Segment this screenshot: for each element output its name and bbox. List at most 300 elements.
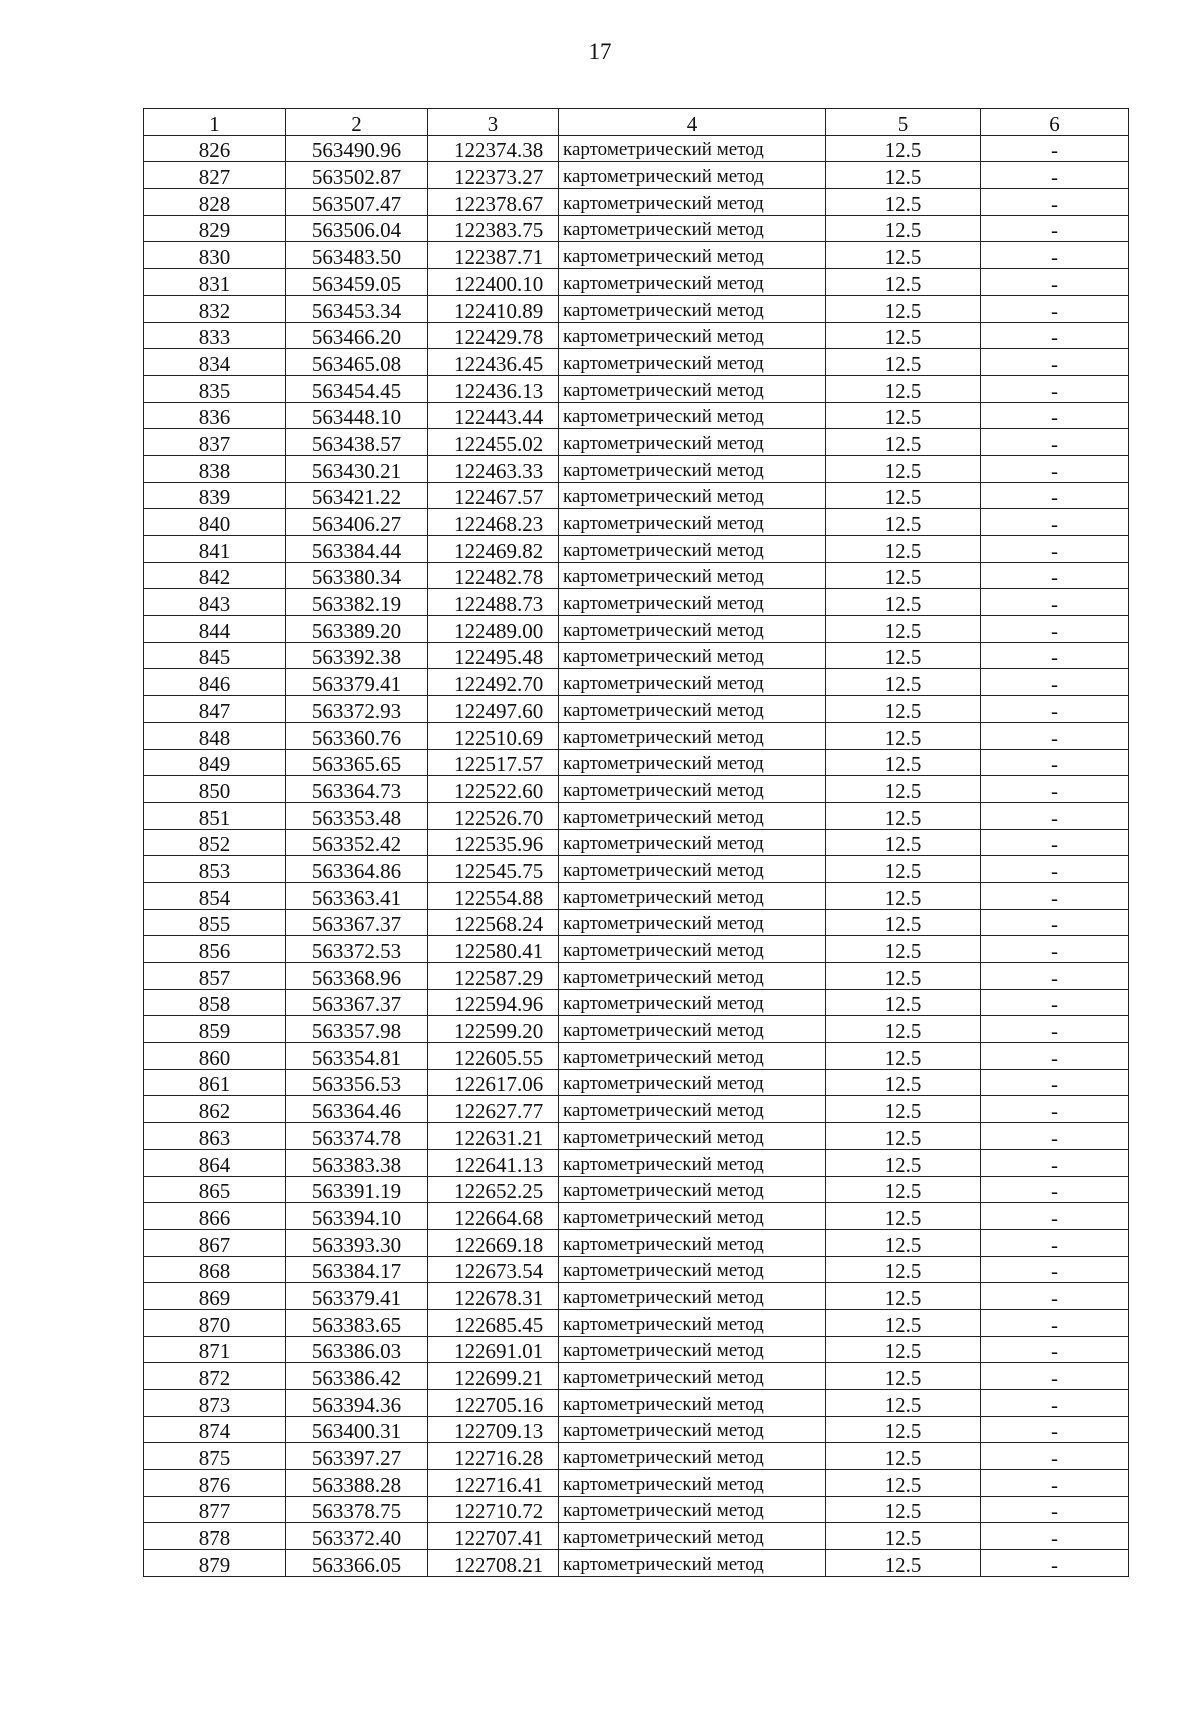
- x-coordinate-cell: 563353.48: [286, 802, 428, 829]
- method-cell: картометрический метод: [559, 802, 826, 829]
- method-cell: картометрический метод: [559, 1523, 826, 1550]
- point-number-cell: 857: [144, 963, 286, 990]
- accuracy-cell: 12.5: [826, 189, 981, 216]
- method-cell: картометрический метод: [559, 722, 826, 749]
- y-coordinate-cell: 122467.57: [428, 482, 559, 509]
- note-cell: -: [981, 1550, 1129, 1577]
- table-row: [144, 829, 1129, 856]
- table-row: [144, 1069, 1129, 1096]
- method-cell: картометрический метод: [559, 1283, 826, 1310]
- note-cell: -: [981, 189, 1129, 216]
- x-coordinate-cell: 563352.42: [286, 829, 428, 856]
- note-cell: -: [981, 749, 1129, 776]
- point-number-cell: 875: [144, 1443, 286, 1470]
- method-cell: картометрический метод: [559, 189, 826, 216]
- accuracy-cell: 12.5: [826, 242, 981, 269]
- table-row: [144, 1470, 1129, 1497]
- note-cell: -: [981, 349, 1129, 376]
- x-coordinate-cell: 563421.22: [286, 482, 428, 509]
- accuracy-cell: 12.5: [826, 963, 981, 990]
- table-row: [144, 162, 1129, 189]
- method-cell: картометрический метод: [559, 455, 826, 482]
- x-coordinate-cell: 563354.81: [286, 1043, 428, 1070]
- y-coordinate-cell: 122699.21: [428, 1363, 559, 1390]
- y-coordinate-cell: 122455.02: [428, 429, 559, 456]
- table-row: [144, 1149, 1129, 1176]
- point-number-cell: 850: [144, 776, 286, 803]
- column-header: 6: [981, 109, 1129, 136]
- column-header: 1: [144, 109, 286, 136]
- y-coordinate-cell: 122580.41: [428, 936, 559, 963]
- note-cell: -: [981, 1096, 1129, 1123]
- method-cell: картометрический метод: [559, 1496, 826, 1523]
- table-row: [144, 1336, 1129, 1363]
- accuracy-cell: 12.5: [826, 1363, 981, 1390]
- method-cell: картометрический метод: [559, 482, 826, 509]
- accuracy-cell: 12.5: [826, 1203, 981, 1230]
- table-row: [144, 1416, 1129, 1443]
- method-cell: картометрический метод: [559, 909, 826, 936]
- page-number: 17: [588, 39, 612, 64]
- table-row: [144, 1550, 1129, 1577]
- accuracy-cell: 12.5: [826, 749, 981, 776]
- accuracy-cell: 12.5: [826, 455, 981, 482]
- accuracy-cell: 12.5: [826, 1069, 981, 1096]
- point-number-cell: 841: [144, 536, 286, 563]
- accuracy-cell: 12.5: [826, 1390, 981, 1417]
- note-cell: -: [981, 856, 1129, 883]
- x-coordinate-cell: 563406.27: [286, 509, 428, 536]
- y-coordinate-cell: 122627.77: [428, 1096, 559, 1123]
- accuracy-cell: 12.5: [826, 162, 981, 189]
- y-coordinate-cell: 122708.21: [428, 1550, 559, 1577]
- y-coordinate-cell: 122526.70: [428, 802, 559, 829]
- table-row: [144, 1123, 1129, 1150]
- y-coordinate-cell: 122488.73: [428, 589, 559, 616]
- accuracy-cell: 12.5: [826, 1256, 981, 1283]
- point-number-cell: 870: [144, 1309, 286, 1336]
- method-cell: картометрический метод: [559, 1416, 826, 1443]
- point-number-cell: 856: [144, 936, 286, 963]
- point-number-cell: 833: [144, 322, 286, 349]
- x-coordinate-cell: 563465.08: [286, 349, 428, 376]
- note-cell: -: [981, 1416, 1129, 1443]
- point-number-cell: 836: [144, 402, 286, 429]
- y-coordinate-cell: 122429.78: [428, 322, 559, 349]
- point-number-cell: 828: [144, 189, 286, 216]
- accuracy-cell: 12.5: [826, 776, 981, 803]
- note-cell: -: [981, 482, 1129, 509]
- table-row: [144, 1176, 1129, 1203]
- x-coordinate-cell: 563438.57: [286, 429, 428, 456]
- accuracy-cell: 12.5: [826, 215, 981, 242]
- method-cell: картометрический метод: [559, 616, 826, 643]
- y-coordinate-cell: 122664.68: [428, 1203, 559, 1230]
- point-number-cell: 829: [144, 215, 286, 242]
- note-cell: -: [981, 963, 1129, 990]
- note-cell: -: [981, 402, 1129, 429]
- y-coordinate-cell: 122400.10: [428, 269, 559, 296]
- accuracy-cell: 12.5: [826, 402, 981, 429]
- y-coordinate-cell: 122678.31: [428, 1283, 559, 1310]
- accuracy-cell: 12.5: [826, 722, 981, 749]
- y-coordinate-cell: 122436.13: [428, 375, 559, 402]
- x-coordinate-cell: 563380.34: [286, 562, 428, 589]
- method-cell: картометрический метод: [559, 1550, 826, 1577]
- method-cell: картометрический метод: [559, 1123, 826, 1150]
- note-cell: -: [981, 242, 1129, 269]
- table-row: [144, 1309, 1129, 1336]
- accuracy-cell: 12.5: [826, 1416, 981, 1443]
- y-coordinate-cell: 122489.00: [428, 616, 559, 643]
- method-cell: картометрический метод: [559, 1309, 826, 1336]
- note-cell: -: [981, 1523, 1129, 1550]
- table-body: [144, 135, 1129, 1576]
- point-number-cell: 840: [144, 509, 286, 536]
- table-row: [144, 1256, 1129, 1283]
- accuracy-cell: 12.5: [826, 856, 981, 883]
- x-coordinate-cell: 563506.04: [286, 215, 428, 242]
- accuracy-cell: 12.5: [826, 669, 981, 696]
- note-cell: -: [981, 722, 1129, 749]
- x-coordinate-cell: 563365.65: [286, 749, 428, 776]
- note-cell: -: [981, 509, 1129, 536]
- method-cell: картометрический метод: [559, 536, 826, 563]
- point-number-cell: 858: [144, 989, 286, 1016]
- accuracy-cell: 12.5: [826, 1229, 981, 1256]
- y-coordinate-cell: 122710.72: [428, 1496, 559, 1523]
- note-cell: -: [981, 589, 1129, 616]
- y-coordinate-cell: 122374.38: [428, 135, 559, 162]
- x-coordinate-cell: 563372.53: [286, 936, 428, 963]
- point-number-cell: 852: [144, 829, 286, 856]
- y-coordinate-cell: 122652.25: [428, 1176, 559, 1203]
- method-cell: картометрический метод: [559, 963, 826, 990]
- y-coordinate-cell: 122373.27: [428, 162, 559, 189]
- y-coordinate-cell: 122383.75: [428, 215, 559, 242]
- x-coordinate-cell: 563379.41: [286, 1283, 428, 1310]
- accuracy-cell: 12.5: [826, 1443, 981, 1470]
- accuracy-cell: 12.5: [826, 1336, 981, 1363]
- point-number-cell: 843: [144, 589, 286, 616]
- x-coordinate-cell: 563483.50: [286, 242, 428, 269]
- table-row: [144, 856, 1129, 883]
- method-cell: картометрический метод: [559, 1336, 826, 1363]
- accuracy-cell: 12.5: [826, 1149, 981, 1176]
- note-cell: -: [981, 1016, 1129, 1043]
- table-row: [144, 509, 1129, 536]
- point-number-cell: 826: [144, 135, 286, 162]
- y-coordinate-cell: 122716.28: [428, 1443, 559, 1470]
- point-number-cell: 834: [144, 349, 286, 376]
- y-coordinate-cell: 122587.29: [428, 963, 559, 990]
- note-cell: -: [981, 882, 1129, 909]
- point-number-cell: 876: [144, 1470, 286, 1497]
- y-coordinate-cell: 122410.89: [428, 295, 559, 322]
- table-row: [144, 322, 1129, 349]
- note-cell: -: [981, 696, 1129, 723]
- table-row: [144, 1390, 1129, 1417]
- y-coordinate-cell: 122716.41: [428, 1470, 559, 1497]
- note-cell: -: [981, 1363, 1129, 1390]
- note-cell: -: [981, 162, 1129, 189]
- table-row: [144, 375, 1129, 402]
- accuracy-cell: 12.5: [826, 1550, 981, 1577]
- point-number-cell: 871: [144, 1336, 286, 1363]
- method-cell: картометрический метод: [559, 322, 826, 349]
- point-number-cell: 851: [144, 802, 286, 829]
- note-cell: -: [981, 1149, 1129, 1176]
- point-number-cell: 830: [144, 242, 286, 269]
- note-cell: -: [981, 1176, 1129, 1203]
- note-cell: -: [981, 1229, 1129, 1256]
- y-coordinate-cell: 122378.67: [428, 189, 559, 216]
- method-cell: картометрический метод: [559, 856, 826, 883]
- y-coordinate-cell: 122673.54: [428, 1256, 559, 1283]
- column-header: 4: [559, 109, 826, 136]
- method-cell: картометрический метод: [559, 669, 826, 696]
- note-cell: -: [981, 776, 1129, 803]
- column-header: 2: [286, 109, 428, 136]
- accuracy-cell: 12.5: [826, 375, 981, 402]
- accuracy-cell: 12.5: [826, 1470, 981, 1497]
- table-row: [144, 936, 1129, 963]
- y-coordinate-cell: 122691.01: [428, 1336, 559, 1363]
- method-cell: картометрический метод: [559, 776, 826, 803]
- method-cell: картометрический метод: [559, 1043, 826, 1070]
- y-coordinate-cell: 122468.23: [428, 509, 559, 536]
- y-coordinate-cell: 122469.82: [428, 536, 559, 563]
- x-coordinate-cell: 563364.46: [286, 1096, 428, 1123]
- y-coordinate-cell: 122535.96: [428, 829, 559, 856]
- table-row: [144, 1203, 1129, 1230]
- table-row: [144, 1523, 1129, 1550]
- y-coordinate-cell: 122605.55: [428, 1043, 559, 1070]
- point-number-cell: 854: [144, 882, 286, 909]
- accuracy-cell: 12.5: [826, 642, 981, 669]
- point-number-cell: 861: [144, 1069, 286, 1096]
- method-cell: картометрический метод: [559, 162, 826, 189]
- note-cell: -: [981, 536, 1129, 563]
- table-row: [144, 589, 1129, 616]
- accuracy-cell: 12.5: [826, 536, 981, 563]
- x-coordinate-cell: 563372.93: [286, 696, 428, 723]
- point-number-cell: 865: [144, 1176, 286, 1203]
- point-number-cell: 868: [144, 1256, 286, 1283]
- x-coordinate-cell: 563383.65: [286, 1309, 428, 1336]
- note-cell: -: [981, 1256, 1129, 1283]
- point-number-cell: 864: [144, 1149, 286, 1176]
- point-number-cell: 835: [144, 375, 286, 402]
- point-number-cell: 832: [144, 295, 286, 322]
- method-cell: картометрический метод: [559, 696, 826, 723]
- x-coordinate-cell: 563397.27: [286, 1443, 428, 1470]
- method-cell: картометрический метод: [559, 1229, 826, 1256]
- method-cell: картометрический метод: [559, 749, 826, 776]
- x-coordinate-cell: 563393.30: [286, 1229, 428, 1256]
- x-coordinate-cell: 563378.75: [286, 1496, 428, 1523]
- x-coordinate-cell: 563364.86: [286, 856, 428, 883]
- table-row: [144, 776, 1129, 803]
- x-coordinate-cell: 563384.44: [286, 536, 428, 563]
- x-coordinate-cell: 563367.37: [286, 989, 428, 1016]
- point-number-cell: 873: [144, 1390, 286, 1417]
- method-cell: картометрический метод: [559, 375, 826, 402]
- x-coordinate-cell: 563448.10: [286, 402, 428, 429]
- point-number-cell: 837: [144, 429, 286, 456]
- accuracy-cell: 12.5: [826, 589, 981, 616]
- method-cell: картометрический метод: [559, 1096, 826, 1123]
- point-number-cell: 859: [144, 1016, 286, 1043]
- table-row: [144, 989, 1129, 1016]
- point-number-cell: 872: [144, 1363, 286, 1390]
- method-cell: картометрический метод: [559, 1203, 826, 1230]
- table-row: [144, 616, 1129, 643]
- note-cell: -: [981, 1470, 1129, 1497]
- x-coordinate-cell: 563356.53: [286, 1069, 428, 1096]
- x-coordinate-cell: 563454.45: [286, 375, 428, 402]
- point-number-cell: 863: [144, 1123, 286, 1150]
- note-cell: -: [981, 375, 1129, 402]
- y-coordinate-cell: 122497.60: [428, 696, 559, 723]
- table-row: [144, 349, 1129, 376]
- point-number-cell: 866: [144, 1203, 286, 1230]
- point-number-cell: 847: [144, 696, 286, 723]
- y-coordinate-cell: 122443.44: [428, 402, 559, 429]
- note-cell: -: [981, 215, 1129, 242]
- accuracy-cell: 12.5: [826, 1523, 981, 1550]
- point-number-cell: 831: [144, 269, 286, 296]
- accuracy-cell: 12.5: [826, 295, 981, 322]
- point-number-cell: 845: [144, 642, 286, 669]
- y-coordinate-cell: 122641.13: [428, 1149, 559, 1176]
- accuracy-cell: 12.5: [826, 1096, 981, 1123]
- note-cell: -: [981, 669, 1129, 696]
- header-row: [144, 109, 1129, 136]
- accuracy-cell: 12.5: [826, 1123, 981, 1150]
- x-coordinate-cell: 563391.19: [286, 1176, 428, 1203]
- point-number-cell: 849: [144, 749, 286, 776]
- method-cell: картометрический метод: [559, 349, 826, 376]
- method-cell: картометрический метод: [559, 1256, 826, 1283]
- table-row: [144, 1229, 1129, 1256]
- x-coordinate-cell: 563392.38: [286, 642, 428, 669]
- note-cell: -: [981, 1309, 1129, 1336]
- y-coordinate-cell: 122631.21: [428, 1123, 559, 1150]
- x-coordinate-cell: 563374.78: [286, 1123, 428, 1150]
- accuracy-cell: 12.5: [826, 509, 981, 536]
- y-coordinate-cell: 122510.69: [428, 722, 559, 749]
- method-cell: картометрический метод: [559, 1149, 826, 1176]
- note-cell: -: [981, 1043, 1129, 1070]
- y-coordinate-cell: 122545.75: [428, 856, 559, 883]
- point-number-cell: 860: [144, 1043, 286, 1070]
- point-number-cell: 839: [144, 482, 286, 509]
- point-number-cell: 848: [144, 722, 286, 749]
- method-cell: картометрический метод: [559, 1470, 826, 1497]
- point-number-cell: 844: [144, 616, 286, 643]
- accuracy-cell: 12.5: [826, 802, 981, 829]
- accuracy-cell: 12.5: [826, 429, 981, 456]
- x-coordinate-cell: 563366.05: [286, 1550, 428, 1577]
- accuracy-cell: 12.5: [826, 135, 981, 162]
- method-cell: картометрический метод: [559, 509, 826, 536]
- accuracy-cell: 12.5: [826, 1016, 981, 1043]
- y-coordinate-cell: 122522.60: [428, 776, 559, 803]
- accuracy-cell: 12.5: [826, 322, 981, 349]
- table-row: [144, 749, 1129, 776]
- x-coordinate-cell: 563453.34: [286, 295, 428, 322]
- y-coordinate-cell: 122387.71: [428, 242, 559, 269]
- note-cell: -: [981, 829, 1129, 856]
- note-cell: -: [981, 989, 1129, 1016]
- note-cell: -: [981, 455, 1129, 482]
- x-coordinate-cell: 563386.42: [286, 1363, 428, 1390]
- table-row: [144, 402, 1129, 429]
- table-row: [144, 802, 1129, 829]
- method-cell: картометрический метод: [559, 989, 826, 1016]
- note-cell: -: [981, 909, 1129, 936]
- table-row: [144, 536, 1129, 563]
- y-coordinate-cell: 122482.78: [428, 562, 559, 589]
- table-row: [144, 215, 1129, 242]
- x-coordinate-cell: 563360.76: [286, 722, 428, 749]
- note-cell: -: [981, 936, 1129, 963]
- x-coordinate-cell: 563466.20: [286, 322, 428, 349]
- method-cell: картометрический метод: [559, 1363, 826, 1390]
- method-cell: картометрический метод: [559, 642, 826, 669]
- table-row: [144, 295, 1129, 322]
- accuracy-cell: 12.5: [826, 616, 981, 643]
- note-cell: -: [981, 562, 1129, 589]
- table-row: [144, 669, 1129, 696]
- table-row: [144, 1043, 1129, 1070]
- accuracy-cell: 12.5: [826, 1043, 981, 1070]
- method-cell: картометрический метод: [559, 1443, 826, 1470]
- accuracy-cell: 12.5: [826, 562, 981, 589]
- table-row: [144, 429, 1129, 456]
- x-coordinate-cell: 563394.36: [286, 1390, 428, 1417]
- column-header: 3: [428, 109, 559, 136]
- y-coordinate-cell: 122709.13: [428, 1416, 559, 1443]
- y-coordinate-cell: 122436.45: [428, 349, 559, 376]
- point-number-cell: 869: [144, 1283, 286, 1310]
- x-coordinate-cell: 563388.28: [286, 1470, 428, 1497]
- method-cell: картометрический метод: [559, 1390, 826, 1417]
- table-row: [144, 1016, 1129, 1043]
- accuracy-cell: 12.5: [826, 1309, 981, 1336]
- x-coordinate-cell: 563367.37: [286, 909, 428, 936]
- method-cell: картометрический метод: [559, 882, 826, 909]
- point-number-cell: 853: [144, 856, 286, 883]
- note-cell: -: [981, 616, 1129, 643]
- accuracy-cell: 12.5: [826, 1496, 981, 1523]
- table-row: [144, 189, 1129, 216]
- accuracy-cell: 12.5: [826, 989, 981, 1016]
- point-number-cell: 878: [144, 1523, 286, 1550]
- table-row: [144, 135, 1129, 162]
- note-cell: -: [981, 429, 1129, 456]
- x-coordinate-cell: 563490.96: [286, 135, 428, 162]
- point-number-cell: 879: [144, 1550, 286, 1577]
- y-coordinate-cell: 122554.88: [428, 882, 559, 909]
- point-number-cell: 867: [144, 1229, 286, 1256]
- accuracy-cell: 12.5: [826, 1176, 981, 1203]
- point-number-cell: 877: [144, 1496, 286, 1523]
- y-coordinate-cell: 122568.24: [428, 909, 559, 936]
- x-coordinate-cell: 563372.40: [286, 1523, 428, 1550]
- x-coordinate-cell: 563383.38: [286, 1149, 428, 1176]
